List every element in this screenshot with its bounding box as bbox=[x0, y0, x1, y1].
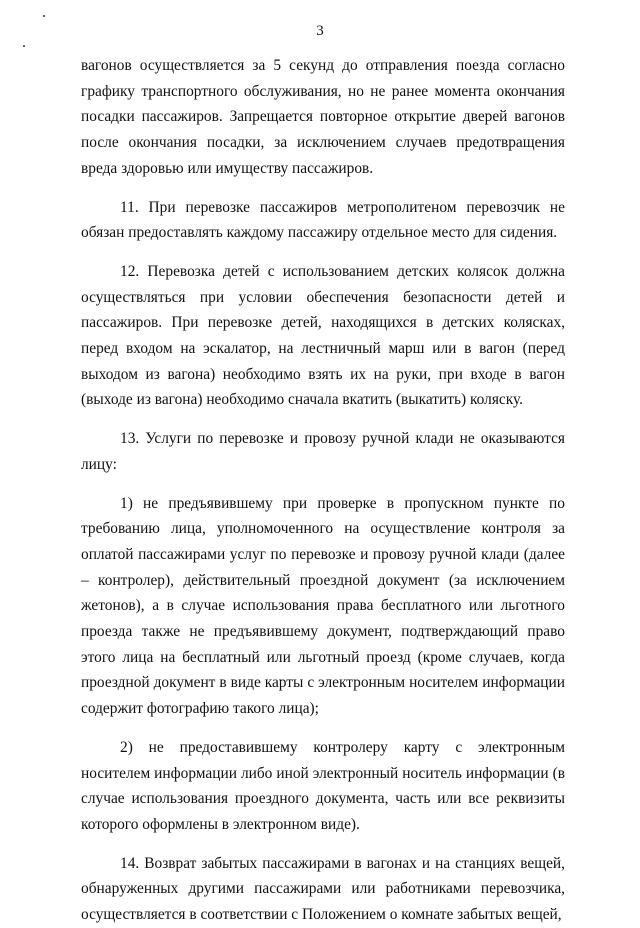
paragraph-subitem-1: 1) не предъявившему при проверке в пропускном пункте по требованию лица, уполномоченного на осуществление контроля за оплатой пассажирами услуг по перевозке и провозу ручной клади (далее – контролер), действительный проездной документ (за исключением жетонов), а в случае использования права бесплатного или льготного проезда также не предъявившему документ, подтверждающий право этого лица на бесплатный или льготный проезд (кроме случаев, когда проездной документ в виде карты с электронным носителем информации содержит фотографию такого лица); bbox=[81, 494, 565, 718]
scan-speck bbox=[43, 15, 45, 17]
paragraph-subitem-2: 2) не предоставившему контролеру карту с электронным носителем информации либо иной электронный носитель информации (в случае использования проездного документа, часть или все реквизиты которого оформлены в электронном виде). bbox=[81, 738, 565, 833]
page-number: 3 bbox=[316, 23, 324, 39]
paragraph-item-13: 13. Услуги по перевозке и провозу ручной клади не оказываются лицу: bbox=[81, 430, 565, 473]
paragraph-item-14: 14. Возврат забытых пассажирами в вагонах и на станциях вещей, обнаруженных другими пассажирами или работниками перевозчика, осуществляется в соответствии с Положением о комнате забытых вещей, bbox=[81, 854, 565, 924]
document-body bbox=[81, 53, 565, 928]
paragraph-continuation: вагонов осуществляется за 5 секунд до отправления поезда согласно графику транспортного обслуживания, но не ранее момента окончания посадки пассажиров. Запрещается повторное открытие дверей вагонов после окончания посадки, за исключением случаев предотвращения вреда здоровью или имуществу пассажиров. bbox=[81, 57, 565, 177]
scan-speck bbox=[23, 45, 25, 47]
paragraph-item-11: 11. При перевозке пассажиров метрополитеном перевозчик не обязан предоставлять каждому пассажиру отдельное место для сидения. bbox=[81, 198, 565, 242]
paragraph-item-12: 12. Перевозка детей с использованием детских колясок должна осуществляться при условии обеспечения безопасности детей и пассажиров. При перевозке детей, находящихся в детских колясках, перед входом на эскалатор, на лестничный марш или в вагон (перед выходом из вагона) необходимо взять их на руки, при входе в вагон (выходе из вагона) необходимо сначала вкатить (выкатить) коляску. bbox=[81, 262, 565, 409]
